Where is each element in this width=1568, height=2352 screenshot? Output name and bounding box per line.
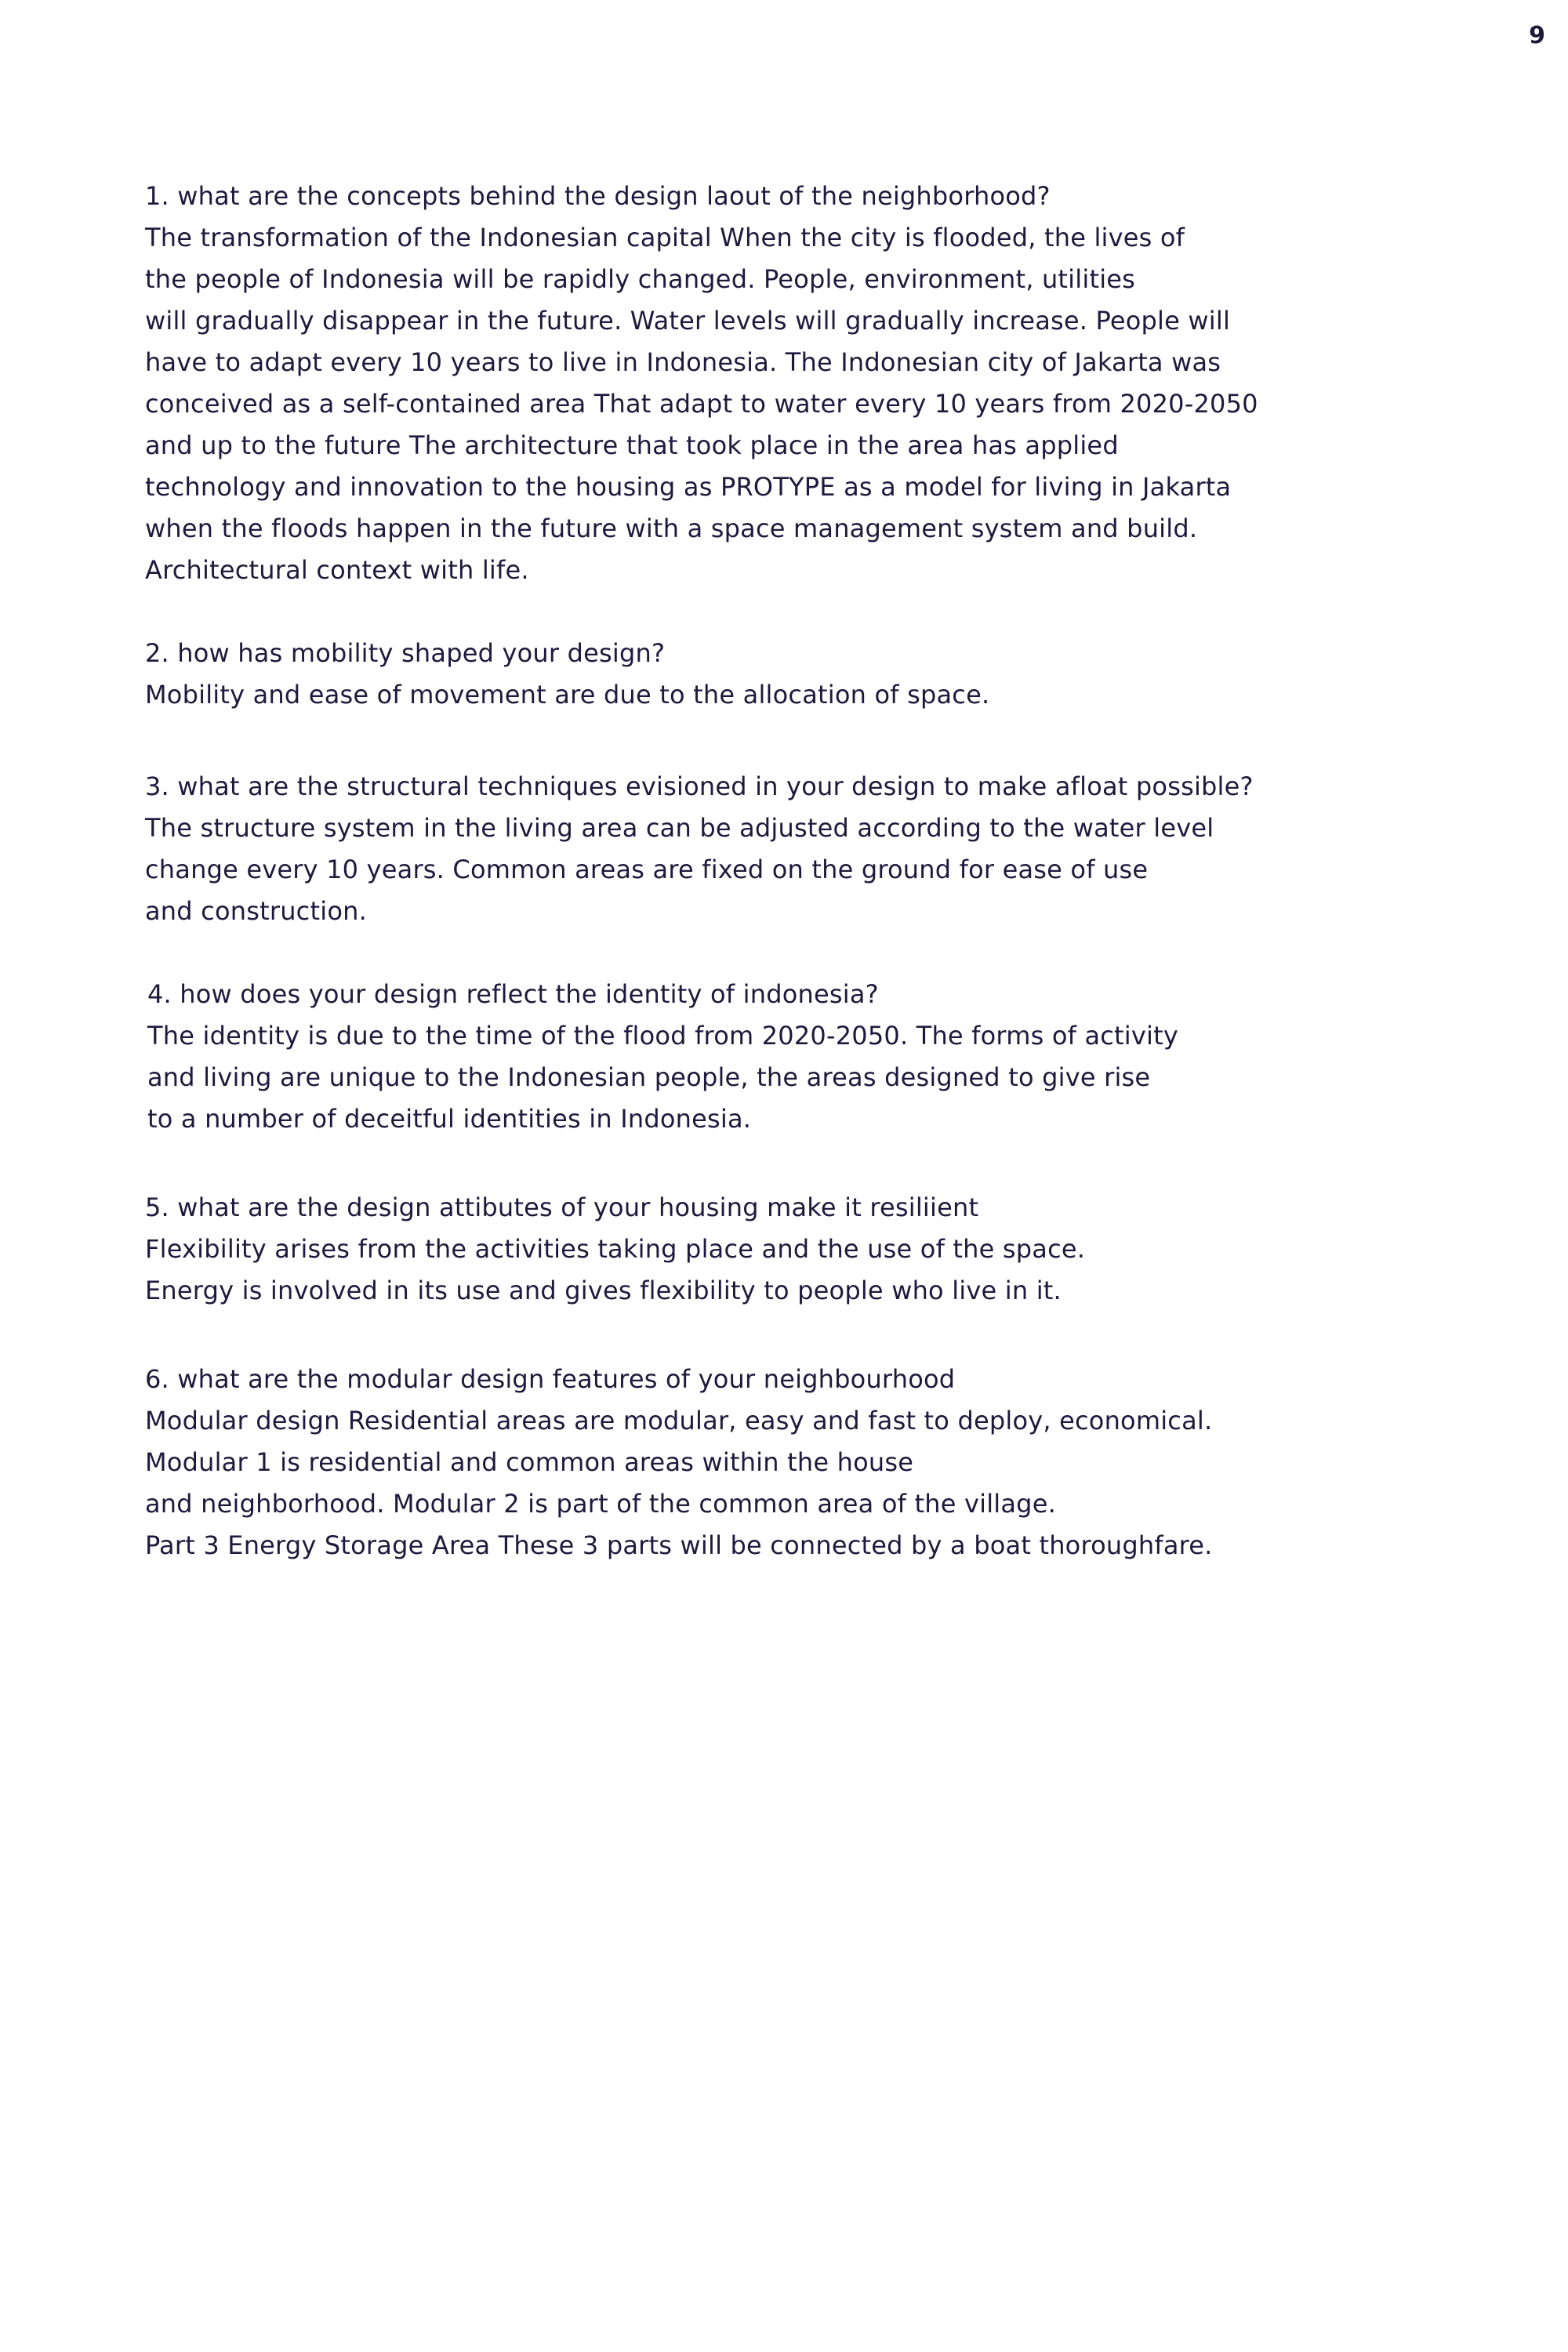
question-3: 3. what are the structural techniques evisioned in your design to make afloat possible?: [145, 771, 1254, 801]
qa-item-1: [145, 176, 1415, 591]
answer-1-line-9: Architectural context with life.: [145, 555, 529, 585]
answer-1-line-7: technology and innovation to the housing as PROTYPE as a model for living in Jakarta: [145, 472, 1232, 502]
answer-3-line-3: and construction.: [145, 896, 367, 926]
qa-item-5: [145, 1187, 1415, 1312]
question-6: 6. what are the modular design features of your neighbourhood: [145, 1364, 956, 1394]
answer-6-line-2: Modular 1 is residential and common areas within the house: [145, 1447, 914, 1477]
answer-4-line-2: and living are unique to the Indonesian people, the areas designed to give rise: [147, 1062, 1151, 1092]
answer-2-line-1: Mobility and ease of movement are due to the allocation of space.: [145, 680, 990, 710]
question-5: 5. what are the design attibutes of your housing make it resiliient: [145, 1192, 979, 1222]
question-1: 1. what are the concepts behind the design laout of the neighborhood?: [145, 181, 1051, 211]
answer-5-line-2: Energy is involved in its use and gives flexibility to people who live in it.: [145, 1276, 1062, 1305]
answer-3-line-2: change every 10 years. Common areas are fixed on the ground for ease of use: [145, 855, 1149, 884]
question-4: 4. how does your design reflect the identity of indonesia?: [147, 979, 879, 1009]
question-2: 2. how has mobility shaped your design?: [145, 638, 666, 668]
page-number: 9: [1529, 22, 1546, 49]
answer-3-line-1: The structure system in the living area can be adjusted according to the water level: [145, 813, 1214, 843]
qa-item-2: [145, 633, 1415, 716]
qa-item-6: [145, 1359, 1415, 1566]
qa-item-4: [145, 974, 1415, 1140]
answer-1-line-6: and up to the future The architecture that took place in the area has applied: [145, 430, 1119, 460]
answer-1-line-4: have to adapt every 10 years to live in Indonesia. The Indonesian city of Jakarta was: [145, 347, 1221, 377]
answer-6-line-1: Modular design Residential areas are modular, easy and fast to deploy, economical.: [145, 1406, 1213, 1436]
answer-1-line-1: The transformation of the Indonesian capital When the city is flooded, the lives of: [145, 223, 1185, 252]
qa-item-3: [145, 766, 1415, 932]
answer-1-line-8: when the floods happen in the future with a space management system and build.: [145, 514, 1198, 543]
answer-5-line-1: Flexibility arises from the activities taking place and the use of the space.: [145, 1234, 1086, 1264]
answer-4-line-1: The identity is due to the time of the flood from 2020-2050. The forms of activity: [147, 1021, 1179, 1051]
answer-1-line-5: conceived as a self-contained area That adapt to water every 10 years from 2020-2050: [145, 389, 1258, 419]
answer-1-line-2: the people of Indonesia will be rapidly changed. People, environment, utilities: [145, 264, 1136, 294]
qa-section: [145, 176, 1415, 1566]
answer-6-line-4: Part 3 Energy Storage Area These 3 parts will be connected by a boat thoroughfare.: [145, 1530, 1213, 1560]
answer-4-line-3: to a number of deceitful identities in Indonesia.: [147, 1104, 752, 1134]
answer-6-line-3: and neighborhood. Modular 2 is part of the common area of the village.: [145, 1489, 1056, 1519]
answer-1-line-3: will gradually disappear in the future. Water levels will gradually increase. People will: [145, 306, 1231, 336]
